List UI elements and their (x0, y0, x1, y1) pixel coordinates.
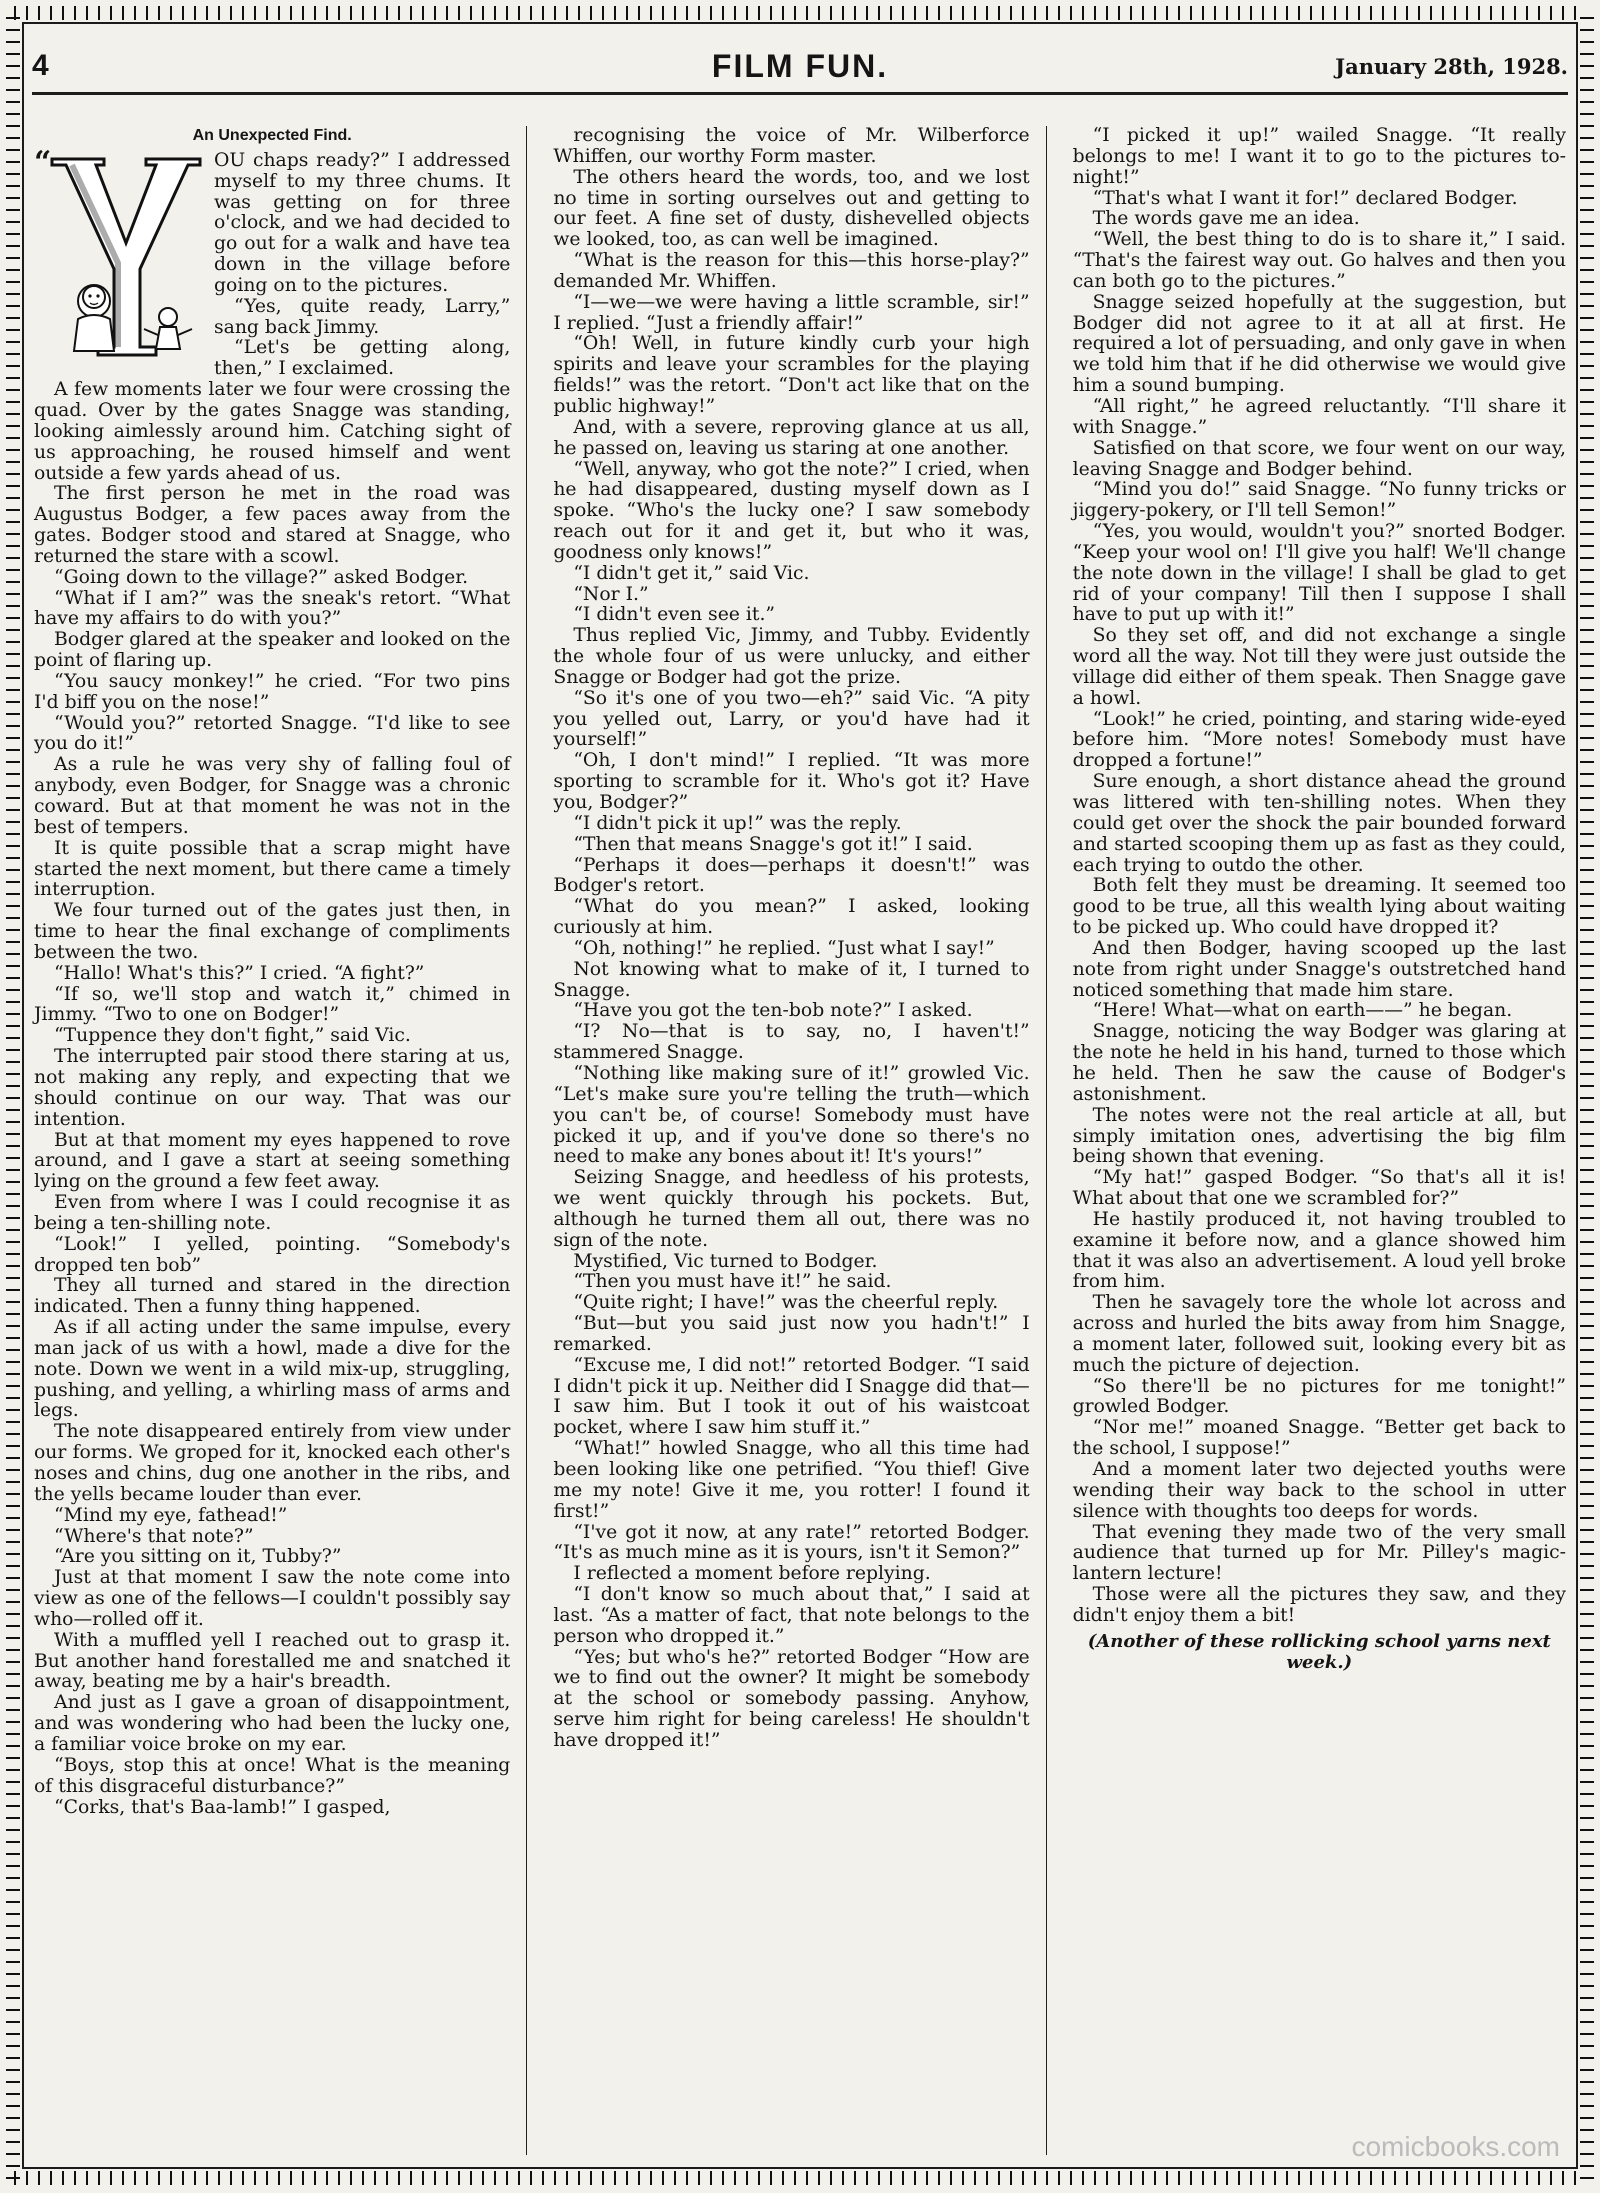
column-1 (34, 126, 527, 2155)
story-paragraph: “Nor me!” moaned Snagge. “Better get back to the school, I suppose!” (1072, 1417, 1566, 1460)
publication-title: FILM FUN. (711, 47, 889, 84)
story-paragraph: The note disappeared entirely from view under our forms. We groped for it, knocked each other's noses and chins, dug one another in the ribs, and the yells became louder than ever. (34, 1421, 511, 1505)
story-paragraph: “I don't know so much about that,” I said at last. “As a matter of fact, that note belongs to the person who dropped it.” (553, 1584, 1030, 1647)
ornamental-border-bottom (14, 2171, 1586, 2185)
story-paragraph: A few moments later we four were crossing the quad. Over by the gates Snagge was standing, looking aimlessly around him. Catching sight of us approaching, he roused himself and went outside a few yards ahead of us. (34, 379, 511, 484)
story-paragraph: “I didn't get it,” said Vic. (573, 562, 810, 584)
story-paragraph: “Then you must have it!” he said. (573, 1271, 892, 1293)
story-paragraph: Not knowing what to make of it, I turned to Snagge. (553, 958, 1030, 1001)
story-paragraph: Mystified, Vic turned to Bodger. (573, 1250, 878, 1272)
story-paragraph: “Oh, nothing!” he replied. “Just what I say!” (573, 937, 995, 959)
story-paragraph: “Well, the best thing to do is to share it,” I said. “That's the fairest way out. Go halves and then you can both go to the pictures.” (1072, 229, 1566, 292)
story-paragraph: “That's what I want it for!” declared Bodger. (1092, 187, 1518, 209)
story-paragraph: “So there'll be no pictures for me tonight!” growled Bodger. (1072, 1375, 1566, 1418)
story-paragraph: “Oh! Well, in future kindly curb your high spirits and leave your scrambles for the playing fields!” was the retort. “Don't act like that on the public highway!” (553, 333, 1030, 417)
story-paragraph: The others heard the words, too, and we lost no time in sorting ourselves out and getting to our feet. A fine set of dusty, dishevelled objects we looked, too, as can well be imagined. (553, 166, 1030, 251)
story-paragraph: Sure enough, a short distance ahead the ground was littered with ten-shilling notes. When they could get over the shock the pair bounded forward and started scooping them up as fast as they could, each trying to outdo the other. (1072, 771, 1566, 876)
story-paragraph: “Look!” I yelled, pointing. “Somebody's dropped ten bob” (34, 1233, 511, 1276)
story-paragraph: “Mind you do!” said Snagge. “No funny tricks or jiggery-pokery, or I'll tell Semon!” (1072, 479, 1566, 522)
story-paragraph: So they set off, and did not exchange a single word all the way. Not till they were just outside the village did either of them speak. Then Snagge gave a howl. (1072, 625, 1566, 709)
story-paragraph: “Would you?” retorted Snagge. “I'd like to see you do it!” (34, 712, 511, 755)
story-paragraph: “What!” howled Snagge, who all this time had been looking like one petrified. “You thief! Give me my note! Give it me, you rotter! I found it first!” (553, 1438, 1030, 1522)
story-paragraph: As a rule he was very shy of falling foul of anybody, even Bodger, for Snagge was a chronic coward. But at that moment he was not in the best of tempers. (34, 754, 511, 838)
story-title: An Unexpected Find. (192, 127, 352, 144)
story-paragraph: “If so, we'll stop and watch it,” chimed in Jimmy. “Two to one on Bodger!” (34, 983, 511, 1026)
story-paragraph: Both felt they must be dreaming. It seemed too good to be true, all this wealth lying about waiting to be picked up. Who could have dropped it? (1072, 875, 1566, 939)
story-paragraph: And then Bodger, having scooped up the last note from right under Snagge's outstretched hand noticed something that made him stare. (1072, 937, 1566, 1001)
story-paragraph: Snagge seized hopefully at the suggestion, but Bodger did not agree to it at all at first. He required a lot of persuading, and only gave in when we told him that if he did otherwise we would give him a sound bumping. (1072, 291, 1566, 397)
story-paragraph: The first person he met in the road was Augustus Bodger, a few paces away from the gates. Bodger stood and stared at Snagge, who returned the stare with a scowl. (34, 483, 511, 567)
ornamental-border-right (1580, 14, 1594, 2179)
story-paragraph: “I didn't pick it up!” was the reply. (573, 812, 902, 834)
story-paragraph: Then he savagely tore the whole lot across and across and hurled the bits away from him Snagge, a moment later, followed suit, looking every bit as much the picture of dejection. (1072, 1292, 1566, 1376)
story-paragraph: “Hallo! What's this?” I cried. “A fight?” (54, 962, 425, 984)
page-number: 4 (32, 49, 49, 82)
story-paragraph: It is quite possible that a scrap might have started the next moment, but there came a timely interruption. (34, 837, 511, 901)
story-paragraph: “My hat!” gasped Bodger. “So that's all it is! What about that one we scrambled for?” (1072, 1167, 1566, 1210)
story-paragraph: “Where's that note?” (54, 1525, 254, 1547)
story-paragraph: “Nothing like making sure of it!” growled Vic. “Let's make sure you're telling the truth—which you can't be, of course! Somebody must have picked it up, and if you've done so there's no need to make any bones about it! It's yours!” (553, 1062, 1030, 1168)
story-paragraph: He hastily produced it, not having troubled to examine it before now, and a glance showed him that it was also an advertisement. A loud yell broke from him. (1072, 1208, 1566, 1293)
story-paragraph: “I didn't even see it.” (573, 604, 776, 626)
page-header (32, 40, 1568, 95)
story-paragraph: “Quite right; I have!” was the cheerful reply. (573, 1292, 999, 1314)
story-paragraph: “Have you got the ten-bob note?” I asked. (573, 1000, 973, 1022)
article-columns (34, 126, 1566, 2155)
ornamental-border-left (6, 14, 20, 2179)
story-paragraph: “Yes, quite ready, Larry,” sang back Jimmy. (214, 295, 511, 338)
column-3 (1073, 126, 1566, 2155)
story-paragraph: “So it's one of you two—eh?” said Vic. “A pity you yelled out, Larry, or you'd have had it yourself!” (553, 687, 1030, 751)
column-2 (553, 126, 1046, 2155)
story-paragraph: “Yes, you would, wouldn't you?” snorted Bodger. “Keep your wool on! I'll give you half! We'll change the note down in the village! I shall be glad to get rid of your company! Till then I suppose I shall have to put up with it!” (1072, 521, 1566, 626)
story-paragraph: “Excuse me, I did not!” retorted Bodger. “I said I didn't pick it up. Neither did I Snagge did that—I saw him. But I took it out of his waistcoat pocket, where I saw him stuff it.” (553, 1354, 1030, 1439)
story-paragraph: “What is the reason for this—this horse-play?” demanded Mr. Whiffen. (553, 250, 1030, 292)
story-paragraph: “But—but you said just now you hadn't!” I remarked. (553, 1313, 1030, 1355)
column-3-body (1073, 126, 1566, 1627)
story-paragraph: Snagge, noticing the way Bodger was glaring at the note he held in his hand, turned to those which he held. Then he saw the cause of Bodger's astonishment. (1072, 1021, 1566, 1105)
story-paragraph: “All right,” he agreed reluctantly. “I'll share it with Snagge.” (1072, 395, 1566, 438)
story-paragraph: Even from where I was I could recognise it as being a ten-shilling note. (34, 1192, 511, 1234)
story-paragraph: “Oh, I don't mind!” I replied. “It was more sporting to scramble for it. Who's got it? Have you, Bodger?” (553, 750, 1030, 813)
column-1-body (34, 144, 511, 1819)
story-paragraph: Those were all the pictures they saw, and they didn't enjoy them a bit! (1072, 1584, 1566, 1626)
column-2-body (553, 126, 1029, 1752)
story-paragraph: And a moment later two dejected youths were wending their way back to the school in utter silence with thoughts too deeps for words. (1072, 1459, 1566, 1522)
story-paragraph: recognising the voice of Mr. Wilberforce Whiffen, our worthy Form master. (553, 125, 1030, 167)
story-paragraph: “Boys, stop this at once! What is the meaning of this disgraceful disturbance?” (34, 1754, 511, 1797)
opening-quote: “ (34, 144, 52, 180)
story-paragraph: “Nor I.” (573, 583, 649, 605)
story-paragraph: “Well, anyway, who got the note?” I cried, when he had disappeared, dusting myself down as I spoke. “Who's the lucky one? I saw somebody reach out for it and get it, but who it was, goodness only knows!” (553, 458, 1030, 563)
story-paragraph: “What do you mean?” I asked, looking curiously at him. (553, 896, 1030, 939)
story-paragraph: “Then that means Snagge's got it!” I said. (573, 833, 973, 855)
story-paragraph: “Mind my eye, fathead!” (54, 1504, 288, 1526)
story-paragraph: “Tuppence they don't fight,” said Vic. (54, 1025, 411, 1047)
story-paragraph: “I've got it now, at any rate!” retorted Bodger. “It's as much mine as it is yours, isn't it Semon?” (553, 1521, 1030, 1564)
story-paragraph: I reflected a moment before replying. (573, 1563, 931, 1585)
story-paragraph: “What if I am?” was the sneak's retort. “What have my affairs to do with you?” (34, 587, 511, 630)
story-paragraph: With a muffled yell I reached out to grasp it. But another hand forestalled me and snatched it away, beating me by a hair's breadth. (34, 1629, 511, 1693)
story-paragraph: “Yes; but who's he?” retorted Bodger “How are we to find out the owner? It might be somebody at the school or somebody passing. Anyhow, serve him right for being careless! He shouldn't have dropped it!” (553, 1646, 1030, 1751)
ornamental-border-top (14, 6, 1586, 20)
issue-date: January 28th, 1928. (1335, 53, 1568, 79)
story-paragraph: Bodger glared at the speaker and looked on the point of flaring up. (34, 629, 511, 672)
story-paragraph: “You saucy monkey!” he cried. “For two pins I'd biff you on the nose!” (34, 670, 511, 713)
story-paragraph: “I—we—we were having a little scramble, sir!” I replied. “Just a friendly affair!” (553, 291, 1030, 334)
watermark-text: comicbooks.com (1351, 2131, 1560, 2162)
story-paragraph: “Here! What—what on earth——” he began. (1092, 1000, 1513, 1022)
story-paragraph: That evening they made two of the very small audience that turned up for Mr. Pilley's magic-lantern lecture! (1072, 1521, 1566, 1585)
story-paragraph: “Look!” he cried, pointing, and staring wide-eyed before him. “More notes! Somebody must have dropped a fortune!” (1072, 708, 1566, 772)
drop-cap-letter-icon (48, 151, 204, 363)
story-paragraph: Satisfied on that score, we four went on our way, leaving Snagge and Bodger behind. (1072, 437, 1566, 480)
story-paragraph: And just as I gave a groan of disappointment, and was wondering who had been the lucky one, a familiar voice broke on my ear. (34, 1692, 511, 1755)
story-paragraph: The interrupted pair stood there staring at us, not making any reply, and expecting that we should continue on our way. That was our intention. (34, 1046, 511, 1130)
story-paragraph: Just at that moment I saw the note come into view as one of the fellows—I couldn't possibly say who—rolled off it. (34, 1567, 511, 1630)
story-paragraph: “Are you sitting on it, Tubby?” (54, 1546, 342, 1568)
story-paragraph: “Going down to the village?” asked Bodger. (54, 566, 469, 588)
story-paragraph: Thus replied Vic, Jimmy, and Tubby. Evidently the whole four of us were unlucky, and either Snagge or Bodger had got the prize. (553, 625, 1030, 688)
story-paragraph: “Let's be getting along, then,” I exclaimed. (214, 337, 511, 380)
story-paragraph: OU chaps ready?” I addressed myself to my three chums. It was getting on for three o'clock, and we had decided to go out for a walk and have tea down in the village before going on to the pictures. (214, 149, 511, 296)
story-paragraph: “I? No—that is to say, no, I haven't!” stammered Snagge. (553, 1021, 1030, 1064)
story-paragraph: And, with a severe, reproving glance at us all, he passed on, leaving us staring at one another. (553, 416, 1030, 459)
story-paragraph: “Corks, that's Baa-lamb!” I gasped, (54, 1796, 391, 1818)
story-paragraph: “I picked it up!” wailed Snagge. “It really belongs to me! I want it to go to the pictures to-night!” (1072, 125, 1566, 188)
story-paragraph: “Perhaps it does—perhaps it doesn't!” was Bodger's retort. (553, 854, 1030, 897)
story-paragraph: We four turned out of the gates just then, in time to hear the final exchange of compliments between the two. (34, 900, 511, 963)
story-paragraph: The notes were not the real article at all, but simply imitation ones, advertising the big film being shown that evening. (1072, 1104, 1566, 1168)
drop-cap-illustration (34, 144, 204, 363)
story-paragraph: As if all acting under the same impulse, every man jack of us with a howl, made a dive for the note. Down we went in a wild mix-up, struggling, pushing, and yelling, a whirling mass of arms and legs. (34, 1317, 511, 1422)
next-week-notice: (Another of these rollicking school yarns next week.) (1087, 1630, 1551, 1673)
story-paragraph: But at that moment my eyes happened to rove around, and I gave a start at seeing something lying on the ground a few feet away. (34, 1129, 511, 1193)
story-paragraph: The words gave me an idea. (1092, 208, 1360, 230)
story-paragraph: Seizing Snagge, and heedless of his protests, we went quickly through his pockets. But, although he turned them all out, there was no sign of the note. (553, 1167, 1030, 1251)
story-paragraph: They all turned and stared in the direction indicated. Then a funny thing happened. (34, 1275, 511, 1318)
